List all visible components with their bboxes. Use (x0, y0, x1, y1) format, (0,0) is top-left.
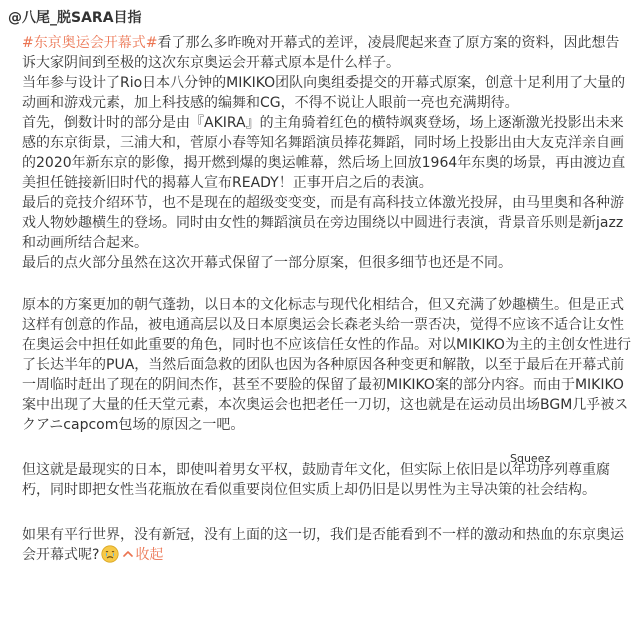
ruby-annotation: Squeez (510, 452, 551, 465)
closing-text: 如果有平行世界，没有新冠，没有上面的这一切，我们是否能看到不一样的激动和热血的东京奥运会开幕式呢? (22, 527, 624, 563)
paragraph-closing (22, 525, 632, 565)
paragraph-critique: 原本的方案更加的朝气蓬勃，以日本的文化标志与现代化相结合，但又充满了妙趣横生。但是正式这样有创意的作品，被电通高层以及日本原奥运会长森老头给一票否决，觉得不应该不适合让女性在奥运会中担任如此重要的角色，同时也不应该信任女性的作品。对以MIKIKO为主的主创女性进行了长达半年的PUA，当然后面急救的团队也因为各种原因各种变更和解散，以至于最后在开幕式前一周临时赶出了现在的阴间杰作，甚至不要脸的保留了最初MIKIKO案的部分内容。而由于MIKIKO案中出现了大量的任天堂元素，本次奥运会也把老任一刀切，这也就是在运动员出场BGM几乎被スクアニcapcom包场的原因之一吧。 (22, 297, 631, 433)
collapse-label: 收起 (135, 547, 164, 563)
collapse-arrow-icon (121, 547, 135, 561)
collapse-button[interactable] (121, 547, 163, 563)
spacer (22, 273, 632, 295)
at-sign: @ (8, 10, 22, 26)
spacer (22, 500, 632, 525)
paragraph-sports: 最后的竞技介绍环节，也不是现在的超级变变变，而是有高科技立体激光投屏，由马里奥和各种游戏人物妙趣横生的登场。同时由女性的舞蹈演员在旁边围绕以中圆进行表演，背景音乐则是新jazz和动画所结合起来。 (22, 195, 624, 251)
paragraph-torch: 最后的点火部分虽然在这次开幕式保留了一部分原案，但很多细节也还是不同。 (22, 255, 512, 271)
post-body (22, 33, 632, 565)
author-name[interactable]: 八尾_脱SARA目指 (22, 10, 142, 26)
crying-face-icon (101, 545, 119, 563)
paragraph-reality: 但这就是最现实的日本，即使叫着男女平权，鼓励青年文化，但实际上依旧是以年功序列尊重腐朽，同时即把女性当花瓶放在看似重要岗位但实质上却仍旧是以男性为主导决策的社会结构。 (22, 462, 610, 498)
intro-text: 看了那么多昨晚对开幕式的差评，凌晨爬起来查了原方案的资料，因此想告诉大家阴间到至极的这次东京奥运会开幕式原本是什么样子。 (22, 35, 620, 71)
paragraph-countdown: 首先，倒数计时的部分是由『AKIRA』的主角骑着红色的横特飒爽登场，场上逐渐激光投影出未来感的东京街景，三浦大和，菅原小春等知名舞蹈演员捧花舞蹈，同时场上投影出由大友克洋亲自画的2020年新东京的影像，揭开燃到爆的奥运帷幕，然后场上回放1964年东奥的场景，再由渡边直美担任链接新旧时代的揭幕人宣布READY！正事开启之后的表演。 (22, 115, 626, 191)
paragraph-plan: 当年参与设计了Rio日本八分钟的MIKIKO团队向奥组委提交的开幕式原案，创意十足利用了大量的动画和游戏元素，加上科技感的编舞和CG，不得不说让人眼前一亮也充满期待。 (22, 75, 626, 111)
author-line[interactable] (8, 7, 142, 27)
paragraph-intro (22, 33, 632, 73)
hashtag-link[interactable]: #东京奥运会开幕式# (22, 35, 158, 51)
